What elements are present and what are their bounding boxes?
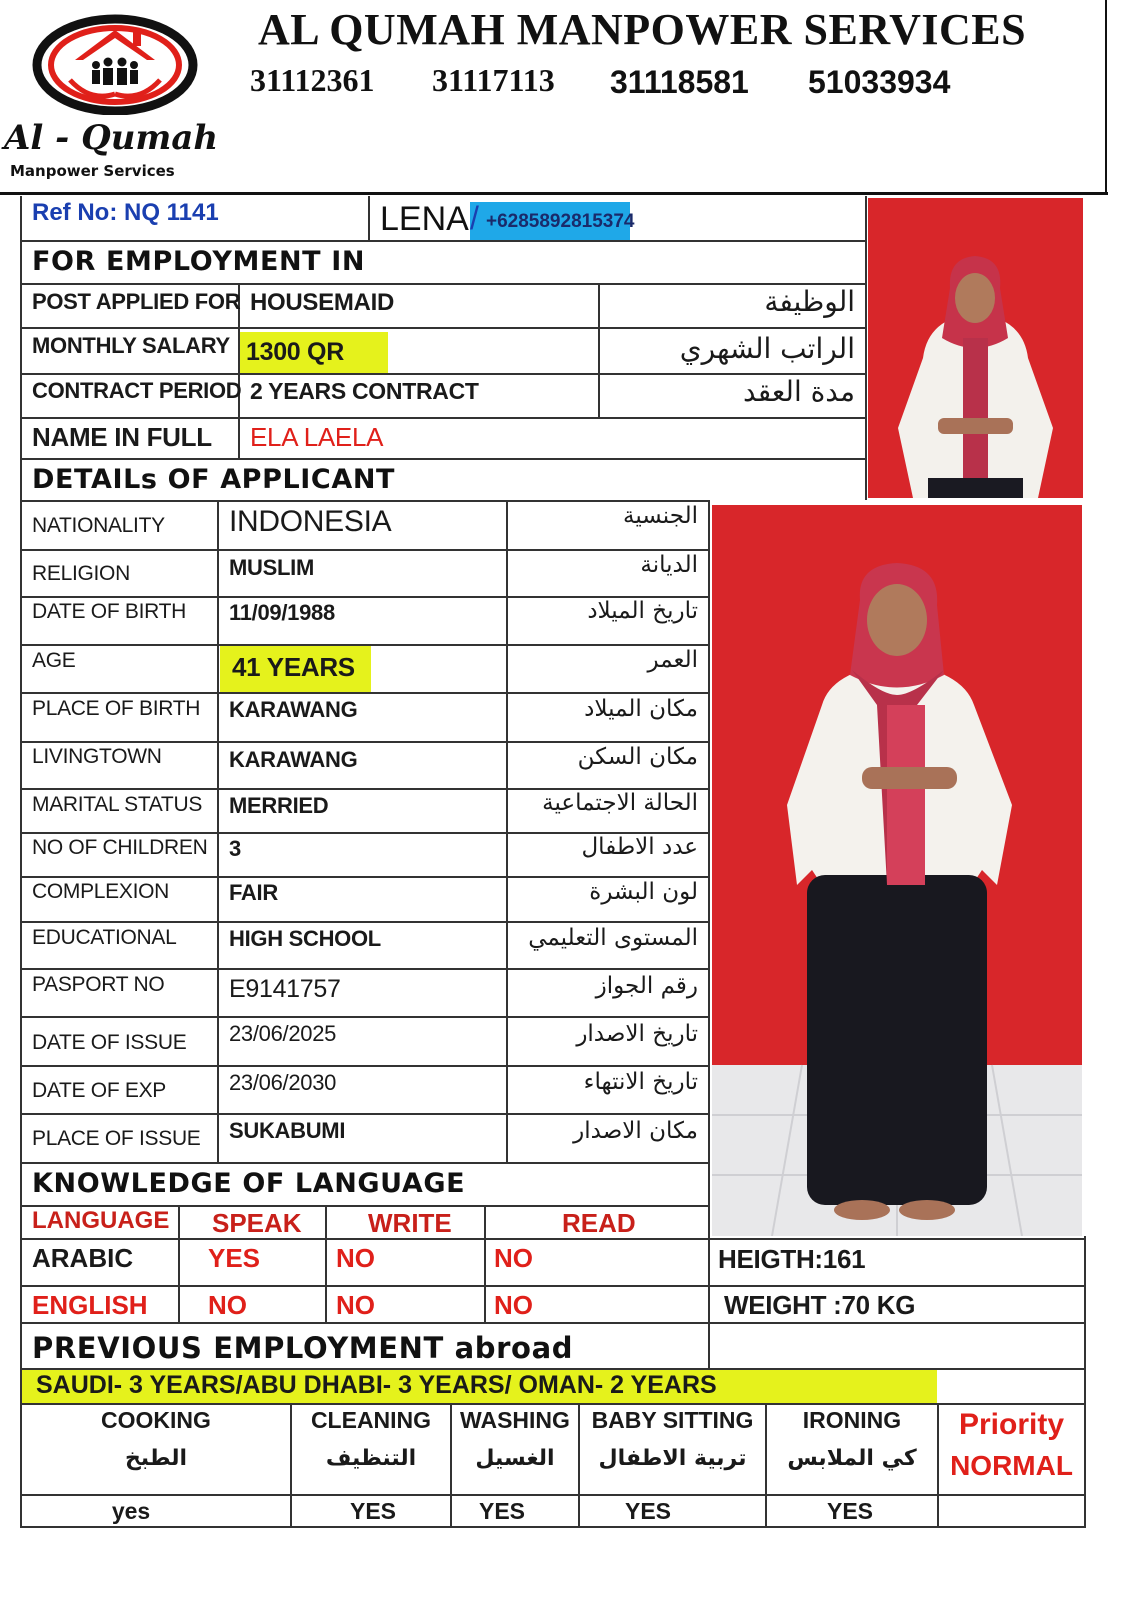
children-label: NO OF CHILDREN xyxy=(32,836,208,859)
pob-label: PLACE OF BIRTH xyxy=(32,697,201,720)
passport-label: PASPORT NO xyxy=(32,973,165,996)
logo-subtitle: Manpower Services xyxy=(10,162,175,180)
lang-header-speak: SPEAK xyxy=(212,1208,302,1238)
skill-washing-ar: الغسيل xyxy=(475,1446,555,1471)
weight-value: WEIGHT :70 KG xyxy=(724,1290,916,1320)
skill-ironing-ar: كي الملابس xyxy=(787,1446,917,1471)
age-value: 41 YEARS xyxy=(232,652,355,682)
nationality-value: INDONESIA xyxy=(229,505,392,538)
previous-employment-value: SAUDI- 3 YEARS/ABU DHABI- 3 YEARS/ OMAN- 2 YEARS xyxy=(36,1371,717,1399)
lang-arabic-write: NO xyxy=(336,1243,375,1273)
contract-label: CONTRACT PERIOD xyxy=(32,378,242,403)
education-label-ar: المستوى التعليمي xyxy=(528,925,698,951)
applicant-portrait-photo xyxy=(868,198,1083,498)
passport-value: E9141757 xyxy=(229,975,341,1003)
marital-value: MERRIED xyxy=(229,793,329,818)
phone-3: 31118581 xyxy=(610,64,749,100)
nationality-label-ar: الجنسية xyxy=(623,503,698,529)
slash-separator: / xyxy=(470,200,479,236)
salary-label-ar: الراتب الشهري xyxy=(679,332,855,365)
skill-cleaning-value: YES xyxy=(349,1498,397,1524)
phone-1: 31112361 xyxy=(250,62,375,98)
doe-value: 23/06/2030 xyxy=(229,1070,337,1095)
previous-employment-title xyxy=(32,1331,573,1365)
previous-employment-title-tail: abroad xyxy=(454,1331,574,1365)
religion-label: RELIGION xyxy=(32,562,130,585)
complexion-value: FAIR xyxy=(229,880,278,905)
lang-header-read: READ xyxy=(562,1208,636,1238)
lang-arabic-read: NO xyxy=(494,1243,533,1273)
poi-label-ar: مكان الاصدار xyxy=(573,1118,698,1144)
lang-arabic-speak: YES xyxy=(208,1243,261,1273)
marital-label-ar: الحالة الاجتماعية xyxy=(542,790,698,816)
lang-english: ENGLISH xyxy=(32,1290,148,1320)
house-family-icon xyxy=(30,10,200,115)
contract-value: 2 YEARS CONTRACT xyxy=(250,378,479,404)
lang-header-language: LANGUAGE xyxy=(32,1207,170,1234)
logo-script-text: Al - Qumah xyxy=(4,118,219,158)
post-label: POST APPLIED FOR xyxy=(32,289,241,314)
skill-cooking-ar: الطبخ xyxy=(124,1446,188,1471)
complexion-label-ar: لون البشرة xyxy=(589,879,698,905)
skill-washing-value: YES xyxy=(478,1498,526,1524)
age-label-ar: العمر xyxy=(647,647,698,673)
skill-washing: WASHING xyxy=(460,1407,570,1433)
pob-value: KARAWANG xyxy=(229,697,358,722)
age-label: AGE xyxy=(32,649,76,672)
post-value: HOUSEMAID xyxy=(250,289,394,316)
priority-value: NORMAL xyxy=(950,1450,1073,1481)
lang-header-write: WRITE xyxy=(368,1208,452,1238)
complexion-label: COMPLEXION xyxy=(32,880,170,903)
header-right-border xyxy=(1105,0,1107,194)
ref-number: Ref No: NQ 1141 xyxy=(32,199,219,226)
marital-label: MARITAL STATUS xyxy=(32,793,203,816)
dob-label-ar: تاريخ الميلاد xyxy=(587,598,698,624)
phone-2: 31117113 xyxy=(432,62,555,98)
language-section-title: KNOWLEDGE OF LANGUAGE xyxy=(32,1168,466,1199)
passport-label-ar: رقم الجواز xyxy=(595,973,698,999)
skill-cleaning: CLEANING xyxy=(310,1407,432,1433)
pob-label-ar: مكان الميلاد xyxy=(584,696,698,722)
poi-label: PLACE OF ISSUE xyxy=(32,1127,201,1150)
applicant-phone[interactable]: +6285892815374 xyxy=(486,211,635,232)
full-name-label: NAME IN FULL xyxy=(32,422,212,452)
children-value: 3 xyxy=(229,836,241,861)
header-divider xyxy=(0,192,1108,195)
education-value: HIGH SCHOOL xyxy=(229,926,381,951)
details-section-title: DETAILs OF APPLICANT xyxy=(32,464,396,495)
nationality-label: NATIONALITY xyxy=(32,514,165,537)
doi-value: 23/06/2025 xyxy=(229,1021,337,1046)
employment-section-title: FOR EMPLOYMENT IN xyxy=(32,246,366,277)
skill-cleaning-ar: التنظيف xyxy=(325,1446,417,1471)
lang-arabic: ARABIC xyxy=(32,1243,134,1273)
salary-label: MONTHLY SALARY xyxy=(32,333,230,358)
skill-baby-sitting: BABY SITTING xyxy=(591,1407,754,1433)
contract-label-ar: مدة العقد xyxy=(743,375,855,408)
skill-cooking: COOKING xyxy=(101,1407,211,1433)
skill-cooking-value: yes xyxy=(111,1498,151,1524)
post-label-ar: الوظيفة xyxy=(764,285,855,318)
children-label-ar: عدد الاطفال xyxy=(581,834,698,860)
height-value: HEIGTH:161 xyxy=(718,1244,866,1274)
livingtown-label: LIVINGTOWN xyxy=(32,745,162,768)
doe-label-ar: تاريخ الانتهاء xyxy=(583,1069,698,1095)
religion-label-ar: الديانة xyxy=(640,552,698,578)
company-name: AL QUMAH MANPOWER SERVICES xyxy=(258,5,1027,54)
salary-value: 1300 QR xyxy=(246,338,344,366)
skill-ironing: IRONING xyxy=(802,1407,902,1433)
applicant-short-name: LENA xyxy=(380,200,469,238)
skill-baby-sitting-ar: تربية الاطفال xyxy=(598,1446,747,1471)
dob-value: 11/09/1988 xyxy=(229,600,335,625)
dob-label: DATE OF BIRTH xyxy=(32,600,187,623)
skill-ironing-value: YES xyxy=(826,1498,874,1524)
priority-label: Priority xyxy=(958,1408,1065,1441)
doe-label: DATE OF EXP xyxy=(32,1079,166,1102)
previous-employment-title-bold: PREVIOUS EMPLOYMENT xyxy=(32,1331,444,1365)
lang-english-write: NO xyxy=(336,1290,375,1320)
doi-label: DATE OF ISSUE xyxy=(32,1031,187,1054)
livingtown-value: KARAWANG xyxy=(229,747,358,772)
phone-4: 51033934 xyxy=(808,64,951,100)
full-name-value: ELA LAELA xyxy=(250,422,384,452)
poi-value: SUKABUMI xyxy=(229,1118,346,1143)
applicant-full-body-photo xyxy=(712,505,1082,1236)
doi-label-ar: تاريخ الاصدار xyxy=(576,1021,698,1047)
skill-baby-sitting-value: YES xyxy=(624,1498,672,1524)
livingtown-label-ar: مكان السكن xyxy=(577,744,698,770)
lang-english-speak: NO xyxy=(208,1290,247,1320)
religion-value: MUSLIM xyxy=(229,555,314,580)
lang-english-read: NO xyxy=(494,1290,533,1320)
company-logo xyxy=(0,0,240,185)
education-label: EDUCATIONAL xyxy=(32,926,177,949)
